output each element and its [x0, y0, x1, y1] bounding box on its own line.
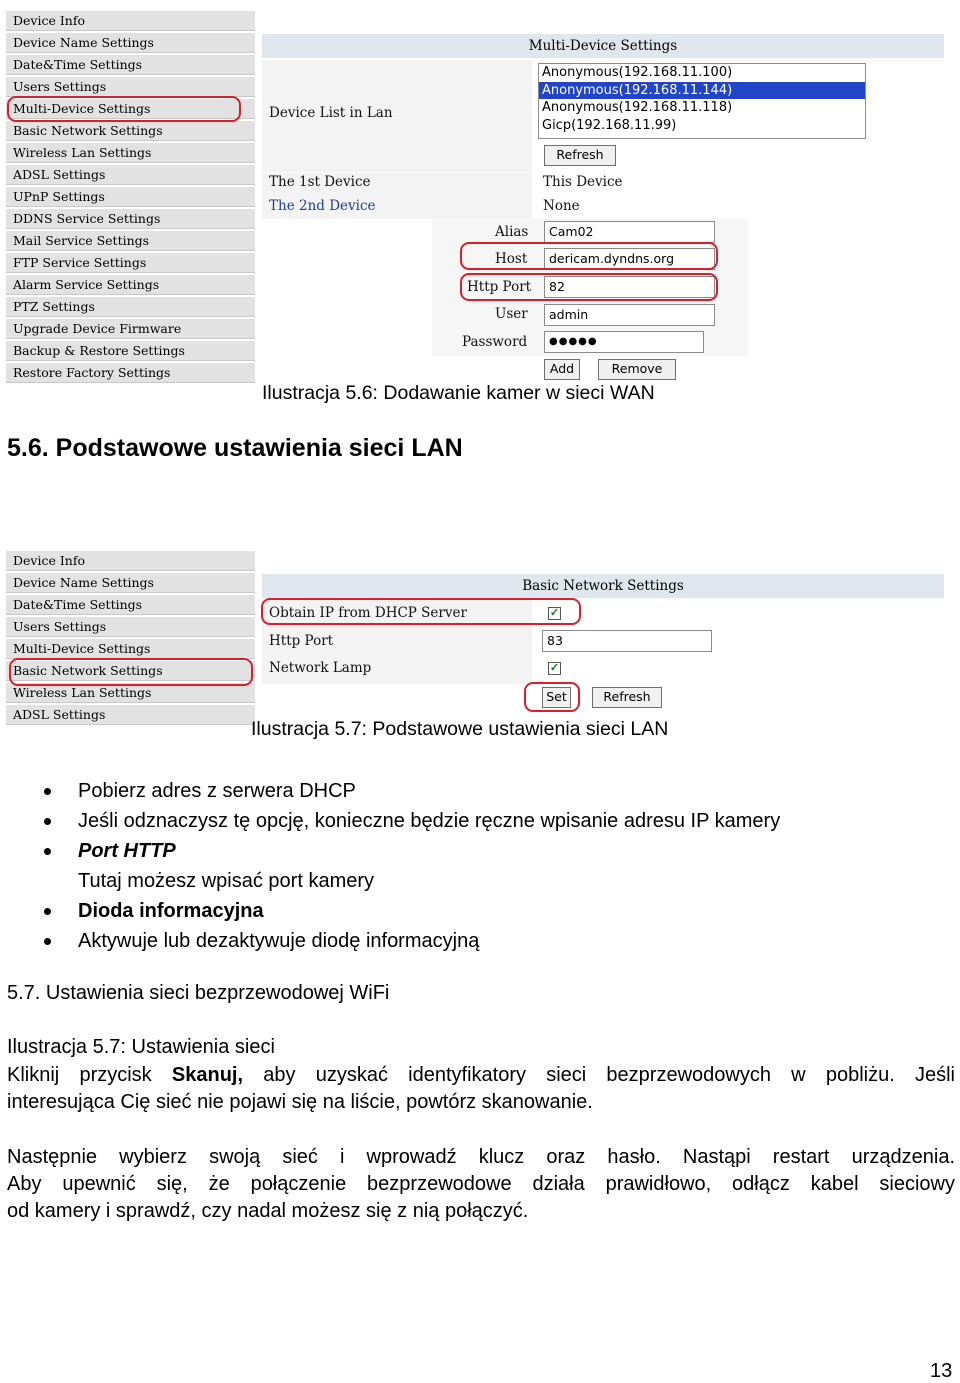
- password-label: Password: [462, 334, 528, 350]
- refresh-button[interactable]: Refresh: [592, 687, 662, 708]
- list-item: Port HTTP: [42, 836, 780, 866]
- remove-button[interactable]: Remove: [598, 359, 676, 380]
- paragraph-scan: Kliknij przycisk Skanuj, aby uzyskać identyfikatory sieci bezprzewodowych w pobliżu. Jeśli interesująca Cię sieć nie pojawi się na liście, powtórz skanowanie.: [7, 1064, 955, 1113]
- menu-item[interactable]: Restore Factory Settings: [6, 363, 255, 383]
- menu-item[interactable]: Users Settings: [6, 617, 255, 637]
- menu-item[interactable]: DDNS Service Settings: [6, 209, 255, 229]
- paragraph-connect: Następnie wybierz swoją sieć i wprowadź klucz oraz hasło. Nastąpi restart urządzenia. Aby upewnić się, że połączenie bezprzewodowe działa prawidłowo, odłącz kabel sieciowy od kamery i sprawdź, czy nadal możesz się z nią połączyć.: [7, 1146, 955, 1222]
- menu-item[interactable]: Upgrade Device Firmware: [6, 319, 255, 339]
- panel-title: Basic Network Settings: [262, 574, 944, 598]
- menu-item[interactable]: Date&Time Settings: [6, 595, 255, 615]
- set-button[interactable]: Set: [542, 687, 571, 708]
- device-list-item[interactable]: Anonymous(192.168.11.144): [539, 82, 865, 100]
- menu-item[interactable]: Multi-Device Settings: [6, 99, 255, 119]
- menu-item[interactable]: FTP Service Settings: [6, 253, 255, 273]
- user-input[interactable]: admin: [544, 304, 715, 326]
- host-label: Host: [495, 251, 528, 267]
- menu-item[interactable]: ADSL Settings: [6, 165, 255, 185]
- http-port-input[interactable]: 83: [542, 630, 712, 652]
- network-lamp-label: Network Lamp: [269, 660, 372, 676]
- menu-item[interactable]: Device Name Settings: [6, 33, 255, 53]
- highlight-dhcp: [261, 598, 581, 625]
- bullet-icon: [44, 908, 51, 915]
- first-device-value: This Device: [543, 174, 623, 190]
- network-lamp-checkbox[interactable]: ✓: [549, 662, 560, 674]
- page-number: 13: [930, 1360, 953, 1382]
- highlight-multi-device-menu: [7, 96, 241, 122]
- bullet-icon: [44, 788, 51, 795]
- password-input[interactable]: ●●●●●: [544, 331, 704, 353]
- highlight-set-button: [524, 682, 580, 712]
- host-input[interactable]: dericam.dyndns.org: [544, 248, 715, 270]
- device-list-item[interactable]: Gicp(192.168.11.99): [542, 117, 677, 133]
- second-device-label[interactable]: The 2nd Device: [269, 198, 376, 214]
- section-heading-5-7: 5.7. Ustawienia sieci bezprzewodowej WiFi: [7, 982, 390, 1004]
- alias-input[interactable]: Cam02: [544, 221, 715, 243]
- menu-item[interactable]: PTZ Settings: [6, 297, 255, 317]
- user-label: User: [495, 306, 528, 322]
- menu-item[interactable]: Basic Network Settings: [6, 661, 255, 681]
- alias-label: Alias: [495, 224, 529, 240]
- dhcp-checkbox[interactable]: ✓: [549, 607, 560, 619]
- figure-caption-5-6: Ilustracja 5.6: Dodawanie kamer w sieci WAN: [262, 382, 655, 404]
- refresh-button[interactable]: Refresh: [544, 145, 616, 166]
- device-list-item[interactable]: Anonymous(192.168.11.118): [542, 100, 733, 115]
- figure-basic-network-screenshot: [6, 548, 956, 722]
- bullet-icon: [44, 818, 51, 825]
- highlight-http-port: [460, 273, 718, 301]
- first-device-label: The 1st Device: [269, 174, 371, 190]
- menu-item[interactable]: Device Name Settings: [6, 573, 255, 593]
- panel-title: Multi-Device Settings: [262, 34, 944, 58]
- menu-item[interactable]: Mail Service Settings: [6, 231, 255, 251]
- menu-item[interactable]: Date&Time Settings: [6, 55, 255, 75]
- figure-caption-5-7: Ilustracja 5.7: Podstawowe ustawienia sieci LAN: [251, 718, 669, 740]
- menu-item[interactable]: ADSL Settings: [6, 705, 255, 725]
- second-device-value: None: [543, 198, 580, 214]
- menu-item[interactable]: UPnP Settings: [6, 187, 255, 207]
- section-heading-5-6: 5.6. Podstawowe ustawienia sieci LAN: [7, 434, 463, 462]
- bullet-icon: [44, 848, 51, 855]
- list-item: Pobierz adres z serwera DHCP: [42, 776, 780, 806]
- menu-item[interactable]: Multi-Device Settings: [6, 639, 255, 659]
- highlight-basic-network-menu: [9, 658, 253, 686]
- menu-item[interactable]: Device Info: [6, 551, 255, 571]
- menu-item[interactable]: Wireless Lan Settings: [6, 683, 255, 703]
- list-item: Tutaj możesz wpisać port kamery: [78, 870, 375, 892]
- list-item: Dioda informacyjna: [42, 896, 780, 926]
- figure-caption-wifi: Ilustracja 5.7: Ustawienia sieci: [7, 1036, 275, 1058]
- http-port-label: Http Port: [467, 279, 532, 295]
- highlight-host: [460, 242, 718, 270]
- settings-menu: [6, 11, 255, 385]
- menu-item[interactable]: Basic Network Settings: [6, 121, 255, 141]
- settings-explanation-list: [42, 776, 780, 956]
- list-item: Aktywuje lub dezaktywuje diodę informacyjną: [42, 926, 780, 956]
- device-list-label: Device List in Lan: [269, 105, 393, 121]
- scan-keyword: Skanuj,: [171, 1064, 244, 1086]
- device-list-item[interactable]: Anonymous(192.168.11.100): [542, 65, 733, 80]
- menu-item[interactable]: Wireless Lan Settings: [6, 143, 255, 163]
- menu-item[interactable]: Backup & Restore Settings: [6, 341, 255, 361]
- http-port-input[interactable]: 82: [544, 276, 715, 298]
- device-list[interactable]: [538, 63, 866, 139]
- settings-menu: [6, 551, 255, 727]
- http-port-label: Http Port: [269, 633, 334, 649]
- menu-item[interactable]: Device Info: [6, 11, 255, 31]
- figure-multi-device-screenshot: [6, 8, 956, 382]
- bullet-icon: [44, 938, 51, 945]
- add-button[interactable]: Add: [544, 359, 580, 380]
- list-item: Jeśli odznaczysz tę opcję, konieczne będzie ręczne wpisanie adresu IP kamery: [42, 806, 780, 836]
- menu-item[interactable]: Alarm Service Settings: [6, 275, 255, 295]
- dhcp-label: Obtain IP from DHCP Server: [269, 605, 467, 621]
- menu-item[interactable]: Users Settings: [6, 77, 255, 97]
